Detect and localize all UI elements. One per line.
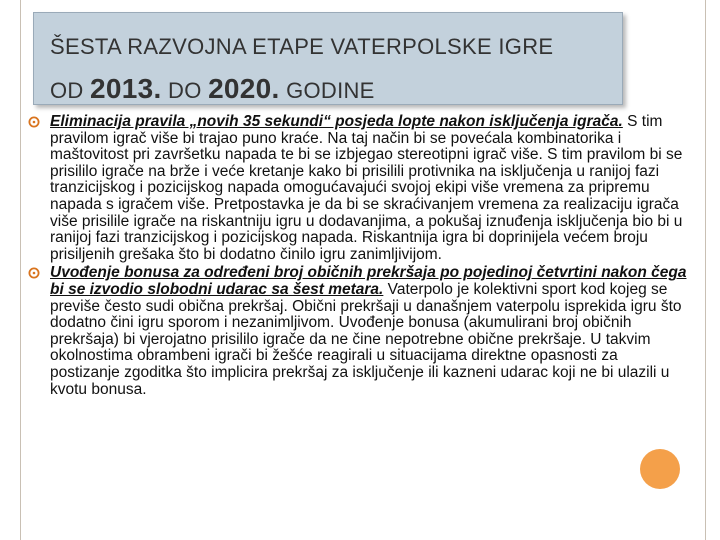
bullet-heading: Uvođenje bonusa za određeni broj običnih prekršaja po pojedinoj četvrtini nakon čega bi se izvodio slobodni udarac sa šest metara.	[50, 264, 687, 298]
frame-right-line	[705, 0, 706, 540]
title-line-1: ŠESTA RAZVOJNA ETAPE VATERPOLSKE IGRE	[50, 34, 554, 59]
title-od: OD	[50, 78, 84, 103]
bullet-body: Vaterpolo je kolektivni sport kod kojeg se previše često sudi obična prekršaj. Obični prekršaji u današnjem vaterpolu isprekida igru što dodatno čini igru sporom i nezanimljivom. Uvođenje bonusa (akumulirani broj običnih prekršaja) bi vjerojatno prisililo igrače da ne čine nepotrebne obične prekršaje. U takvim okolnostima obrambeni igrači bi žešće reagirali u situacijama direktne opasnosti za postizanje zgoditka što implicira prekršaj za isključenje ili kazneni udarac koji ne bi ulazili u kvotu bonusa.	[50, 280, 682, 398]
bullet-item	[28, 265, 688, 398]
title-godine: GODINE	[286, 78, 375, 103]
page-marker-dot	[640, 449, 680, 489]
title-do: DO	[168, 78, 202, 103]
bullet-body: S tim pravilom igrač više bi trajao puno kraće. Na taj način bi se povećala kombinatorika i maštovitost pri završetku napada te bi se izbjegao stereotipni igrač više. S tim pravilom bi se prisililo igrače na brže i veće kretanje kako bi prisilili protivnika na isključenja u ranijoj fazi tranzicijskog i pozicijskog napada omogućavajući svojoj ekipi više vremena za pripremu napada s igračem više. Pretpostavka je da bi se skraćivanjem vremena za realizaciju igrača više prisilile igrače na riskantniju igru u dodavanjima, a pokušaj iznuđenja isključenja bio bi u ranijoj fazi tranzicijskog i pozicijskog napada. Riskantnija igra bi doprinijela većem broju prisiljenih grešaka što bi dodatno činilo igru zanimljivijom.	[50, 113, 683, 263]
title-line-2	[50, 73, 375, 105]
title-box	[33, 12, 623, 105]
slide-content	[28, 114, 688, 398]
title-year-start: 2013.	[90, 73, 162, 104]
bullet-marker-icon	[28, 116, 40, 128]
bullet-item	[28, 114, 688, 263]
title-year-end: 2020.	[208, 73, 280, 104]
frame-left-line	[20, 0, 21, 540]
bullet-heading: Eliminacija pravila „novih 35 sekundi“ posjeda lopte nakon isključenja igrača.	[50, 113, 623, 130]
bullet-marker-icon	[28, 267, 40, 279]
